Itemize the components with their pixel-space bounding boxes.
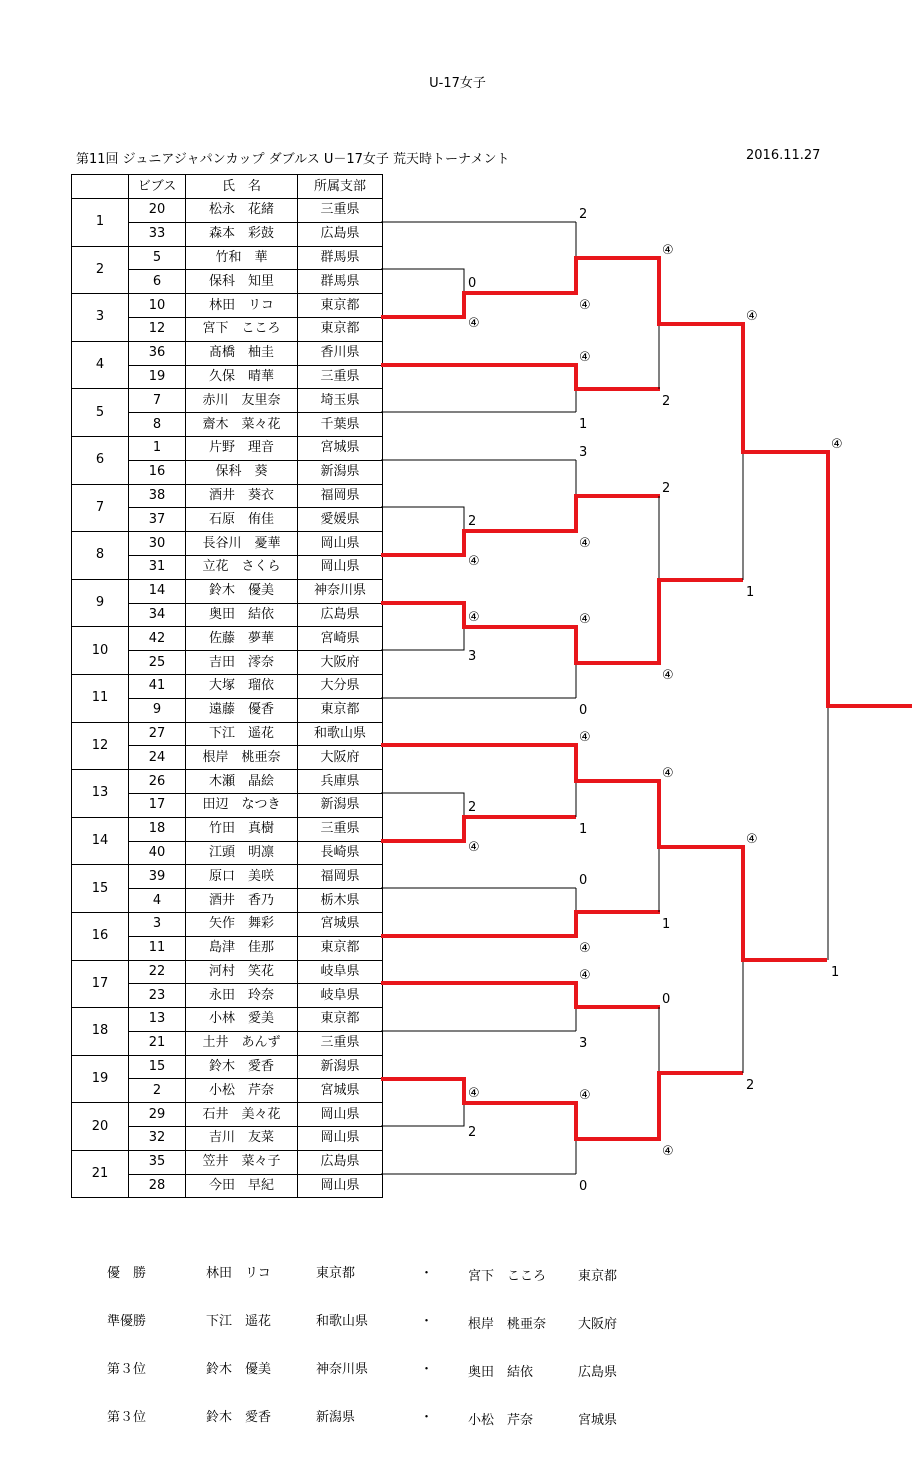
draw-number: 6 — [72, 436, 129, 484]
score-label: 3 — [468, 649, 477, 664]
score-label: 3 — [579, 445, 588, 460]
player-bib: 3 — [129, 912, 186, 936]
winner-line — [659, 847, 827, 960]
player-bib: 7 — [129, 389, 186, 413]
result-rank: 優 勝 — [107, 1266, 147, 1281]
player-name: 根岸 桃亜奈 — [186, 746, 298, 770]
score-label: ④ — [662, 668, 674, 683]
player-name: 今田 早紀 — [186, 1174, 298, 1198]
player-name: 大塚 瑠依 — [186, 674, 298, 698]
result-pref1: 東京都 — [316, 1266, 356, 1281]
player-name: 矢作 舞彩 — [186, 912, 298, 936]
player-name: 江頭 明凛 — [186, 841, 298, 865]
player-bib: 18 — [129, 817, 186, 841]
player-bib: 25 — [129, 651, 186, 675]
player-prefecture: 広島県 — [298, 603, 383, 627]
player-prefecture: 広島県 — [298, 222, 383, 246]
draw-number: 19 — [72, 1055, 129, 1103]
score-label: ④ — [662, 1144, 674, 1159]
result-pref2: 広島県 — [578, 1365, 618, 1380]
player-bib: 11 — [129, 936, 186, 960]
draw-number: 3 — [72, 294, 129, 342]
player-name: 吉川 友菜 — [186, 1127, 298, 1151]
score-label: ④ — [662, 766, 674, 781]
player-bib: 5 — [129, 246, 186, 270]
player-name: 酒井 葵衣 — [186, 484, 298, 508]
winner-line — [381, 745, 660, 781]
winner-line — [464, 258, 660, 293]
player-prefecture: 埼玉県 — [298, 389, 383, 413]
result-p1: 鈴木 愛香 — [206, 1410, 272, 1425]
winner-line — [464, 627, 660, 663]
score-label: ④ — [579, 730, 591, 745]
draw-number: 5 — [72, 389, 129, 437]
player-name: 土井 あんず — [186, 1031, 298, 1055]
result-pref2: 東京都 — [578, 1269, 618, 1284]
score-label: ④ — [579, 968, 591, 983]
player-bib: 4 — [129, 889, 186, 913]
header-bib: ビブス — [129, 175, 186, 199]
result-p2: 小松 芹奈 — [468, 1413, 534, 1428]
player-name: 木瀬 晶絵 — [186, 770, 298, 794]
player-prefecture: 千葉県 — [298, 413, 383, 437]
winner-line — [576, 258, 743, 324]
draw-number: 8 — [72, 532, 129, 580]
score-label: 2 — [746, 1078, 755, 1093]
result-pref1: 新潟県 — [316, 1410, 356, 1425]
player-bib: 28 — [129, 1174, 186, 1198]
player-name: 立花 さくら — [186, 555, 298, 579]
player-name: 林田 リコ — [186, 294, 298, 318]
player-bib: 39 — [129, 865, 186, 889]
tournament-title: 第11回 ジュニアジャパンカップ ダブルス U－17女子 荒天時トーナメント — [76, 152, 510, 167]
score-label: 3 — [579, 1036, 588, 1051]
winner-line — [381, 983, 660, 1007]
player-bib: 6 — [129, 270, 186, 294]
score-label: 1 — [579, 822, 588, 837]
player-prefecture: 兵庫県 — [298, 770, 383, 794]
score-label: ④ — [579, 612, 591, 627]
header-name: 氏 名 — [186, 175, 298, 199]
player-name: 佐藤 夢華 — [186, 627, 298, 651]
player-prefecture: 福岡県 — [298, 484, 383, 508]
draw-number: 21 — [72, 1150, 129, 1198]
player-prefecture: 大阪府 — [298, 746, 383, 770]
result-pref1: 和歌山県 — [316, 1314, 369, 1329]
player-name: 原口 美咲 — [186, 865, 298, 889]
score-label: 0 — [579, 873, 588, 888]
player-prefecture: 三重県 — [298, 365, 383, 389]
result-sep: ・ — [420, 1410, 434, 1425]
player-name: 赤川 友里奈 — [186, 389, 298, 413]
score-label: ④ — [468, 840, 480, 855]
player-bib: 34 — [129, 603, 186, 627]
player-bib: 8 — [129, 413, 186, 437]
player-prefecture: 宮城県 — [298, 1079, 383, 1103]
draw-number: 18 — [72, 1008, 129, 1056]
score-label: 0 — [579, 1179, 588, 1194]
player-prefecture: 新潟県 — [298, 793, 383, 817]
player-name: 酒井 香乃 — [186, 889, 298, 913]
player-bib: 40 — [129, 841, 186, 865]
player-name: 永田 玲奈 — [186, 984, 298, 1008]
winner-line — [464, 496, 660, 531]
player-bib: 9 — [129, 698, 186, 722]
result-rank: 第３位 — [107, 1410, 147, 1425]
player-bib: 10 — [129, 294, 186, 318]
winner-line — [743, 452, 912, 706]
draw-number: 4 — [72, 341, 129, 389]
player-name: 下江 遥花 — [186, 722, 298, 746]
score-label: ④ — [468, 1086, 480, 1101]
result-p2: 根岸 桃亜奈 — [468, 1317, 547, 1332]
score-label: 1 — [662, 917, 671, 932]
bracket-line — [381, 793, 464, 841]
player-prefecture: 宮城県 — [298, 912, 383, 936]
player-name: 遠藤 優香 — [186, 698, 298, 722]
result-pref1: 神奈川県 — [316, 1362, 369, 1377]
player-bib: 14 — [129, 579, 186, 603]
player-bib: 12 — [129, 317, 186, 341]
result-pref2: 宮城県 — [578, 1413, 618, 1428]
score-label: 0 — [579, 703, 588, 718]
score-label: 0 — [468, 276, 477, 291]
player-name: 田辺 なつき — [186, 793, 298, 817]
player-prefecture: 岡山県 — [298, 1127, 383, 1151]
player-name: 鈴木 愛香 — [186, 1055, 298, 1079]
draw-number: 7 — [72, 484, 129, 532]
draw-number: 20 — [72, 1103, 129, 1151]
player-prefecture: 東京都 — [298, 936, 383, 960]
player-bib: 36 — [129, 341, 186, 365]
player-bib: 1 — [129, 436, 186, 460]
player-prefecture: 新潟県 — [298, 1055, 383, 1079]
bracket-line — [381, 507, 464, 555]
score-label: 1 — [746, 585, 755, 600]
result-rank: 準優勝 — [107, 1314, 147, 1329]
player-bib: 37 — [129, 508, 186, 532]
score-label: ④ — [662, 243, 674, 258]
player-bib: 31 — [129, 555, 186, 579]
player-bib: 16 — [129, 460, 186, 484]
player-bib: 32 — [129, 1127, 186, 1151]
draw-number: 15 — [72, 865, 129, 913]
draw-number: 13 — [72, 770, 129, 818]
winner-line — [659, 324, 827, 452]
player-name: 河村 笑花 — [186, 960, 298, 984]
player-prefecture: 大分県 — [298, 674, 383, 698]
draw-number: 14 — [72, 817, 129, 865]
player-prefecture: 岐阜県 — [298, 960, 383, 984]
draw-number: 2 — [72, 246, 129, 294]
player-name: 竹和 華 — [186, 246, 298, 270]
player-name: 吉田 澪奈 — [186, 651, 298, 675]
score-label: 2 — [468, 1125, 477, 1140]
score-label: 2 — [579, 207, 588, 222]
player-name: 島津 佳那 — [186, 936, 298, 960]
player-name: 奥田 結依 — [186, 603, 298, 627]
result-sep: ・ — [420, 1362, 434, 1377]
player-name: 小松 芹奈 — [186, 1079, 298, 1103]
player-prefecture: 岐阜県 — [298, 984, 383, 1008]
player-bib: 42 — [129, 627, 186, 651]
player-prefecture: 岡山県 — [298, 532, 383, 556]
player-bib: 21 — [129, 1031, 186, 1055]
winner-line — [464, 1103, 660, 1139]
score-label: ④ — [579, 1088, 591, 1103]
player-prefecture: 長崎県 — [298, 841, 383, 865]
score-label: ④ — [579, 941, 591, 956]
player-prefecture: 香川県 — [298, 341, 383, 365]
draw-number: 9 — [72, 579, 129, 627]
player-prefecture: 群馬県 — [298, 270, 383, 294]
winner-line — [576, 781, 743, 847]
player-name: 髙橋 柚圭 — [186, 341, 298, 365]
winner-line — [381, 817, 576, 841]
player-bib: 13 — [129, 1008, 186, 1032]
player-name: 松永 花緒 — [186, 199, 298, 223]
score-label: 0 — [662, 992, 671, 1007]
player-name: 竹田 真樹 — [186, 817, 298, 841]
result-p1: 林田 リコ — [206, 1266, 271, 1281]
result-p2: 奥田 結依 — [468, 1365, 534, 1380]
score-label: 2 — [468, 514, 477, 529]
player-name: 片野 理音 — [186, 436, 298, 460]
player-prefecture: 三重県 — [298, 1031, 383, 1055]
winner-line — [381, 912, 660, 936]
draw-number: 1 — [72, 199, 129, 247]
result-p2: 宮下 こころ — [468, 1269, 547, 1284]
player-bib: 30 — [129, 532, 186, 556]
bracket-line — [381, 269, 464, 317]
score-label: 1 — [579, 417, 588, 432]
score-label: ④ — [746, 832, 758, 847]
player-bib: 22 — [129, 960, 186, 984]
player-name: 齋木 菜々花 — [186, 413, 298, 437]
player-bib: 17 — [129, 793, 186, 817]
score-label: ④ — [468, 610, 480, 625]
score-label: 2 — [662, 394, 671, 409]
player-prefecture: 東京都 — [298, 317, 383, 341]
player-bib: 15 — [129, 1055, 186, 1079]
player-bib: 24 — [129, 746, 186, 770]
player-prefecture: 東京都 — [298, 698, 383, 722]
player-prefecture: 栃木県 — [298, 889, 383, 913]
result-p1: 下江 遥花 — [206, 1314, 272, 1329]
score-label: ④ — [579, 536, 591, 551]
player-bib: 20 — [129, 199, 186, 223]
score-label: 2 — [662, 481, 671, 496]
player-bib: 2 — [129, 1079, 186, 1103]
player-name: 長谷川 憂華 — [186, 532, 298, 556]
score-label: ④ — [831, 437, 843, 452]
draw-number: 11 — [72, 674, 129, 722]
player-prefecture: 和歌山県 — [298, 722, 383, 746]
player-bib: 38 — [129, 484, 186, 508]
result-p1: 鈴木 優美 — [206, 1362, 272, 1377]
winner-line — [576, 1073, 743, 1139]
player-bib: 33 — [129, 222, 186, 246]
player-name: 鈴木 優美 — [186, 579, 298, 603]
player-prefecture: 新潟県 — [298, 460, 383, 484]
player-prefecture: 愛媛県 — [298, 508, 383, 532]
player-prefecture: 宮城県 — [298, 436, 383, 460]
score-label: ④ — [746, 309, 758, 324]
winner-line — [381, 365, 660, 389]
tournament-date: 2016.11.27 — [746, 148, 821, 163]
player-name: 森本 彩鼓 — [186, 222, 298, 246]
player-bib: 35 — [129, 1150, 186, 1174]
player-prefecture: 三重県 — [298, 199, 383, 223]
header-pref: 所属支部 — [298, 175, 383, 199]
player-name: 笠井 菜々子 — [186, 1150, 298, 1174]
player-name: 保科 葵 — [186, 460, 298, 484]
player-prefecture: 神奈川県 — [298, 579, 383, 603]
draw-number: 12 — [72, 722, 129, 770]
player-prefecture: 岡山県 — [298, 1103, 383, 1127]
page-heading: U-17女子 — [429, 76, 486, 91]
player-name: 久保 晴華 — [186, 365, 298, 389]
score-label: ④ — [579, 350, 591, 365]
player-name: 石井 美々花 — [186, 1103, 298, 1127]
draw-number: 17 — [72, 960, 129, 1008]
player-name: 宮下 こころ — [186, 317, 298, 341]
score-label: ④ — [579, 298, 591, 313]
bracket-line — [381, 1079, 464, 1126]
result-pref2: 大阪府 — [578, 1317, 618, 1332]
score-label: 1 — [831, 965, 840, 980]
player-prefecture: 広島県 — [298, 1150, 383, 1174]
player-prefecture: 群馬県 — [298, 246, 383, 270]
player-bib: 29 — [129, 1103, 186, 1127]
winner-line — [381, 293, 576, 317]
result-sep: ・ — [420, 1314, 434, 1329]
player-prefecture: 三重県 — [298, 817, 383, 841]
player-name: 保科 知里 — [186, 270, 298, 294]
player-prefecture: 岡山県 — [298, 555, 383, 579]
player-name: 小林 愛美 — [186, 1008, 298, 1032]
score-label: ④ — [468, 554, 480, 569]
draw-number: 16 — [72, 912, 129, 960]
player-prefecture: 東京都 — [298, 294, 383, 318]
player-bib: 23 — [129, 984, 186, 1008]
player-prefecture: 大阪府 — [298, 651, 383, 675]
result-sep: ・ — [420, 1266, 434, 1281]
player-bib: 41 — [129, 674, 186, 698]
bracket-line — [381, 603, 464, 650]
player-bib: 26 — [129, 770, 186, 794]
player-bib: 19 — [129, 365, 186, 389]
player-prefecture: 岡山県 — [298, 1174, 383, 1198]
player-name: 石原 侑佳 — [186, 508, 298, 532]
winner-line — [576, 580, 743, 663]
draw-number: 10 — [72, 627, 129, 675]
winner-line — [381, 531, 576, 555]
player-bib: 27 — [129, 722, 186, 746]
score-label: ④ — [468, 316, 480, 331]
result-rank: 第３位 — [107, 1362, 147, 1377]
player-prefecture: 福岡県 — [298, 865, 383, 889]
score-label: 2 — [468, 800, 477, 815]
player-prefecture: 東京都 — [298, 1008, 383, 1032]
player-prefecture: 宮崎県 — [298, 627, 383, 651]
